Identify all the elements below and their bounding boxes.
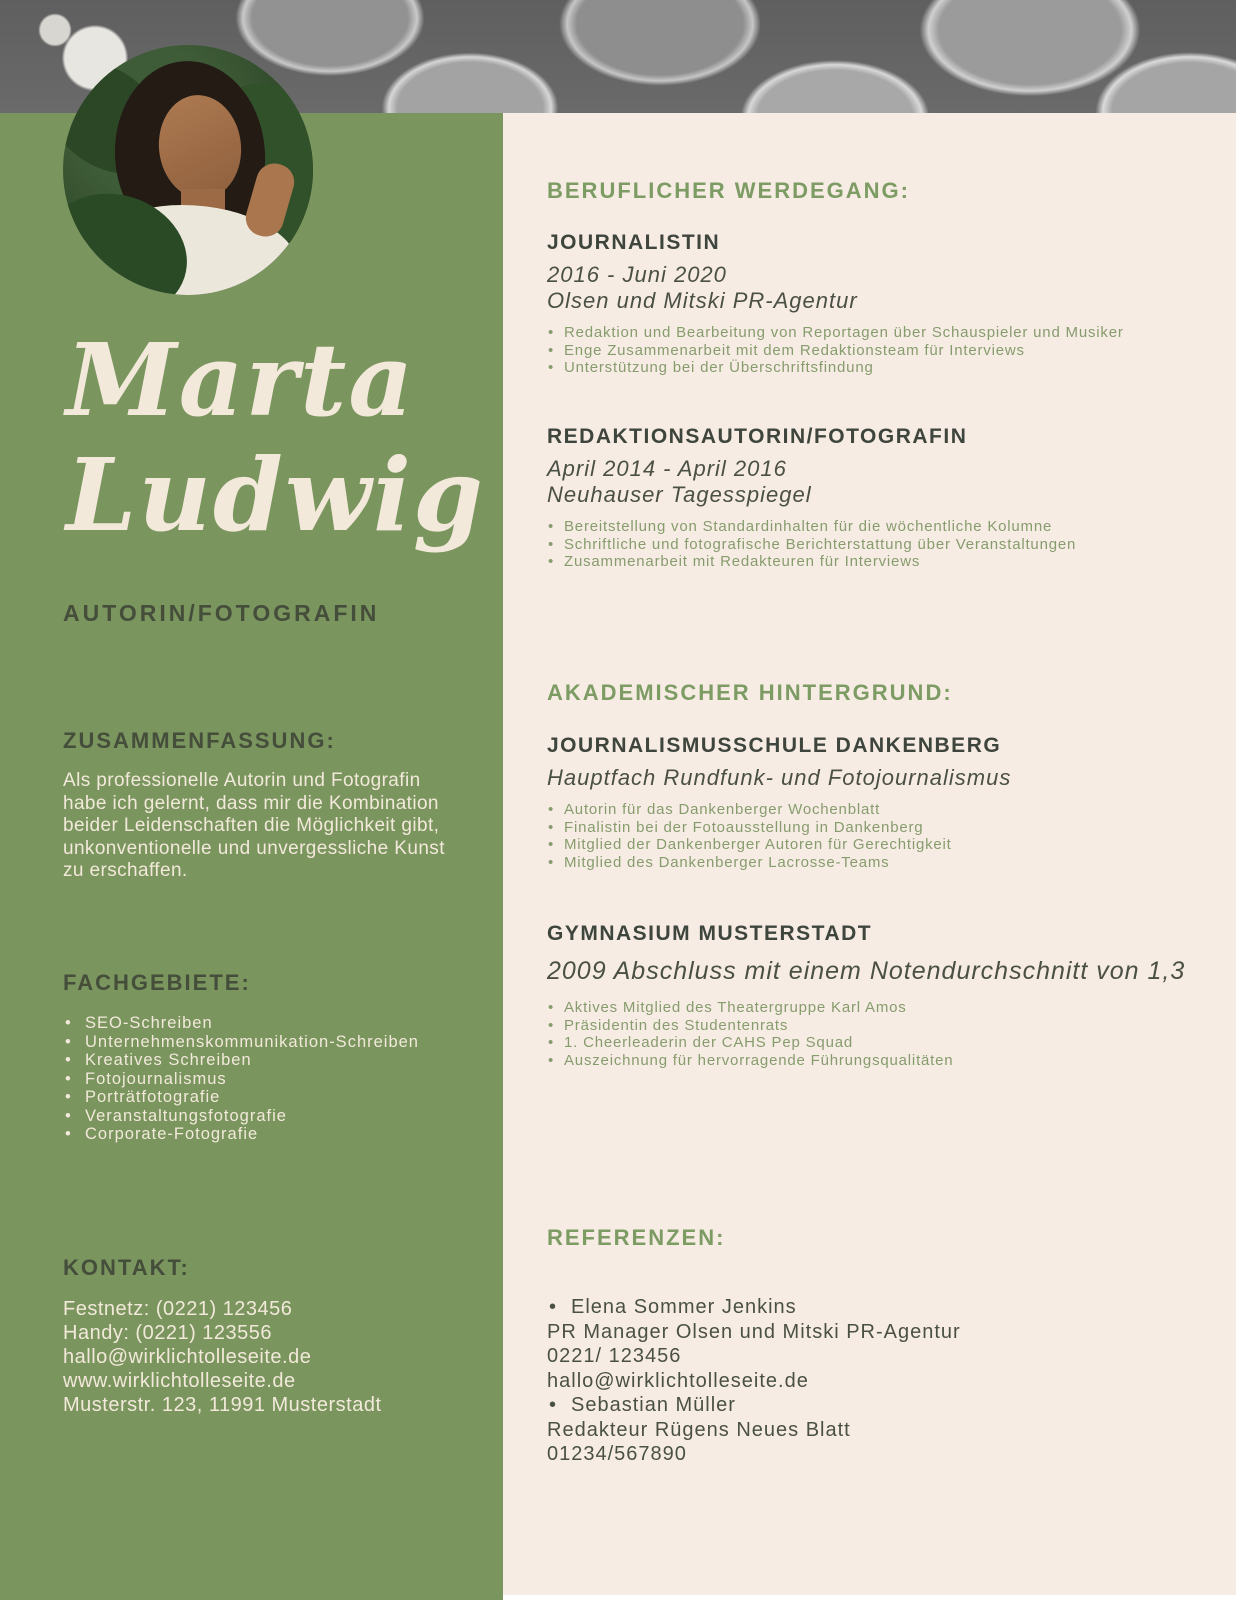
list-item: • Unternehmenskommunikation-Schreiben — [63, 1033, 483, 1052]
list-item: • SEO-Schreiben — [63, 1014, 483, 1033]
contact-website: www.wirklichtolleseite.de — [63, 1370, 296, 1392]
reference-entries — [547, 1295, 1207, 1467]
references-heading: REFERENZEN: — [547, 1225, 726, 1250]
expertise-list — [63, 1014, 483, 1144]
education-heading: AKADEMISCHER HINTERGRUND: — [547, 680, 953, 705]
contact-phone-mobile: Handy: (0221) 123556 — [63, 1322, 273, 1344]
list-item: • Aktives Mitglied des Theatergruppe Karl Amos — [547, 999, 1207, 1017]
school-bullets — [547, 999, 1207, 1069]
list-item: • Mitglied der Dankenberger Autoren für Gerechtigkeit — [547, 836, 1207, 854]
person-last-name: Ludwig — [66, 436, 485, 554]
contact-phone-landline: Festnetz: (0221) 123456 — [63, 1298, 293, 1320]
list-item: • Autorin für das Dankenberger Wochenblatt — [547, 801, 1207, 819]
main-column — [503, 113, 1236, 1595]
school-title: GYMNASIUM MUSTERSTADT — [547, 922, 873, 945]
school-bullets — [547, 801, 1207, 871]
list-item: • Redaktion und Bearbeitung von Reportagen über Schauspieler und Musiker — [547, 324, 1207, 342]
school-subtitle: 2009 Abschluss mit einem Notendurchschnitt von 1,3 — [547, 957, 1186, 985]
reference-detail: hallo@wirklichtolleseite.de — [547, 1369, 809, 1392]
profile-photo — [63, 45, 313, 295]
section-summary — [63, 728, 461, 883]
reference-detail: 0221/ 123456 — [547, 1345, 682, 1367]
list-item: • Bereitstellung von Standardinhalten für die wöchentliche Kolumne — [547, 518, 1207, 536]
list-item: • Mitglied des Dankenberger Lacrosse-Teams — [547, 854, 1207, 872]
contact-address: Musterstr. 123, 11991 Musterstadt — [63, 1394, 382, 1416]
contact-lines — [63, 1297, 483, 1417]
job-bullets — [547, 518, 1207, 571]
job-entry — [547, 425, 1207, 571]
list-item: • Veranstaltungsfotografie — [63, 1107, 483, 1126]
person-role: AUTORIN/FOTOGRAFIN — [63, 600, 380, 626]
list-item: • Fotojournalismus — [63, 1070, 483, 1089]
job-bullets — [547, 324, 1207, 377]
section-expertise — [63, 970, 483, 1144]
list-item: • Präsidentin des Studentenrats — [547, 1017, 1207, 1035]
job-entry — [547, 231, 1207, 377]
school-entry — [547, 922, 1207, 1069]
section-references — [547, 1225, 1207, 1467]
reference-name: • Sebastian Müller — [547, 1393, 1207, 1418]
school-entry — [547, 734, 1207, 871]
reference-detail: 01234/567890 — [547, 1443, 687, 1465]
list-item: • Unterstützung bei der Überschriftsfindung — [547, 359, 1207, 377]
expertise-heading: FACHGEBIETE: — [63, 970, 251, 995]
career-heading: BERUFLICHER WERDEGANG: — [547, 178, 910, 203]
school-subtitle: Hauptfach Rundfunk- und Fotojournalismus — [547, 765, 1012, 790]
job-title: REDAKTIONSAUTORIN/FOTOGRAFIN — [547, 425, 968, 448]
job-employer: Neuhauser Tagesspiegel — [547, 482, 812, 507]
list-item: • Auszeichnung für hervorragende Führungsqualitäten — [547, 1052, 1207, 1070]
sidebar — [0, 113, 503, 1600]
list-item: • Enge Zusammenarbeit mit dem Redaktionsteam für Interviews — [547, 342, 1207, 360]
job-period: 2016 - Juni 2020 — [547, 262, 727, 287]
list-item: • Zusammenarbeit mit Redakteuren für Interviews — [547, 553, 1207, 571]
reference-detail: PR Manager Olsen und Mitski PR-Agentur — [547, 1320, 961, 1343]
list-item: • Schriftliche und fotografische Berichterstattung über Veranstaltungen — [547, 536, 1207, 554]
list-item: • Corporate-Fotografie — [63, 1125, 483, 1144]
job-period: April 2014 - April 2016 — [547, 456, 787, 481]
school-title: JOURNALISMUSSCHULE DANKENBERG — [547, 734, 1002, 757]
job-title: JOURNALISTIN — [547, 231, 721, 254]
person-first-name: Marta — [66, 321, 416, 439]
summary-heading: ZUSAMMENFASSUNG: — [63, 728, 336, 753]
list-item: • Finalistin bei der Fotoausstellung in Dankenberg — [547, 819, 1207, 837]
person-name — [66, 323, 485, 553]
list-item: • Kreatives Schreiben — [63, 1051, 483, 1070]
list-item: • 1. Cheerleaderin der CAHS Pep Squad — [547, 1034, 1207, 1052]
contact-email: hallo@wirklichtolleseite.de — [63, 1346, 312, 1368]
reference-name: • Elena Sommer Jenkins — [547, 1295, 1207, 1320]
reference-detail: Redakteur Rügens Neues Blatt — [547, 1418, 851, 1441]
summary-text: Als professionelle Autorin und Fotografin habe ich gelernt, dass mir die Kombination beider Leidenschaften die Möglichkeit gibt, unkonventionelle und unvergessliche Kunst zu erschaffen. — [63, 770, 445, 881]
section-contact — [63, 1255, 483, 1417]
contact-heading: KONTAKT: — [63, 1255, 190, 1280]
list-item: • Porträtfotografie — [63, 1088, 483, 1107]
job-employer: Olsen und Mitski PR-Agentur — [547, 288, 858, 313]
